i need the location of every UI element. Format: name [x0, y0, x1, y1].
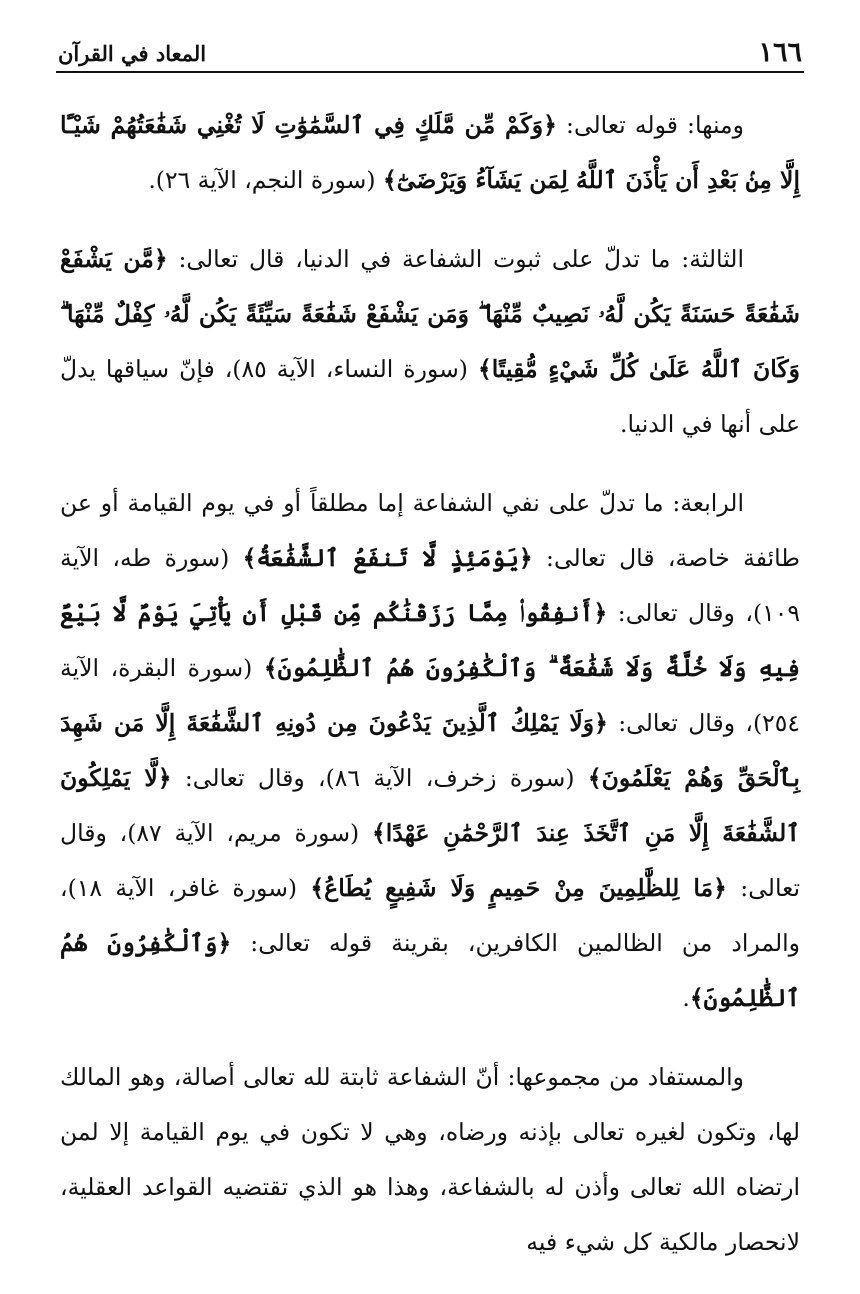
body-text: الثالثة: ما تدلّ على ثبوت الشفاعة في الدنيا، قال تعالى:: [167, 245, 744, 273]
page-header: [58, 30, 802, 68]
header-divider: [56, 71, 804, 73]
body-text: (سورة البقرة، الآية ٢٥٤)، وقال تعالى:: [60, 654, 800, 737]
quran-verse: ﴿وَكَمْ مِّن مَّلَكٍ فِي ٱلسَّمَٰوَٰتِ لَا تُغْنِي شَفَٰعَتُهُمْ شَيْـًٔا إِلَّا مِنۢ بَعْدِ أَن يَأْذَنَ ٱللَّهُ لِمَن يَشَآءُ وَيَرْضَىٰٓ﴾: [60, 111, 800, 194]
quran-verse: ﴿مَا لِلظَّٰلِمِينَ مِنْ حَمِيمٍ وَلَا شَفِيعٍ يُطَاعُ﴾: [310, 874, 727, 902]
page-number: ١٦٦: [758, 37, 802, 68]
body-text: ومنها: قوله تعالى:: [556, 111, 744, 139]
quran-verse: ﴿وَلَا يَمْلِكُ ٱلَّذِينَ يَدْعُونَ مِن دُونِهِ ٱلشَّفَٰعَةَ إِلَّا مَن شَهِدَ بِٱلْحَقِّ وَهُمْ يَعْلَمُونَ﴾: [60, 709, 800, 792]
body-text: (سورة زخرف، الآية ٨٦)، وقال تعالى:: [171, 764, 588, 792]
paragraph: [60, 98, 800, 208]
quran-verse: ﴿أَنفِقُوا۟ مِمَّا رَزَقْنَٰكُم مِّن قَبْلِ أَن يَأْتِيَ يَوْمٌ لَّا بَيْعٌ فِيهِ وَلَا خُلَّةٌ وَلَا شَفَٰعَةٌ ۗ وَٱلْكَٰفِرُونَ هُمُ ٱلظَّٰلِمُونَ﴾: [60, 599, 800, 682]
quran-verse: ﴿يَوْمَئِذٍ لَّا تَنفَعُ ٱلشَّفَٰعَةُ﴾: [242, 544, 533, 572]
body-text: (سورة غافر، الآية ١٨)، والمراد من الظالمين الكافرين، بقرينة قوله تعالى:: [60, 874, 800, 957]
body-text: (سورة النساء، الآية ٨٥)، فإنّ سياقها يدلّ على أنها في الدنيا.: [60, 355, 800, 438]
body-text: (سورة مريم، الآية ٨٧)، وقال تعالى:: [60, 819, 800, 902]
paragraph: [60, 476, 800, 1026]
body-text: والمستفاد من مجموعها: أنّ الشفاعة ثابتة لله تعالى أصالة، وهو المالك لها، وتكون لغيره تعالى بإذنه ورضاه، وهي لا تكون في يوم القيامة إلا لمن ارتضاه الله تعالى وأذن له بالشفاعة، وهذا هو الذي تقتضيه القواعد العقلية، لانحصار مالكية كل شيء فيه: [60, 1063, 800, 1256]
quran-verse: ﴿مَّن يَشْفَعْ شَفَٰعَةً حَسَنَةً يَكُن لَّهُۥ نَصِيبٌ مِّنْهَا ۖ وَمَن يَشْفَعْ شَفَٰعَةً سَيِّئَةً يَكُن لَّهُۥ كِفْلٌ مِّنْهَا ۗ وَكَانَ ٱللَّهُ عَلَىٰ كُلِّ شَيْءٍ مُّقِيتًا﴾: [60, 245, 800, 383]
body-text: الرابعة: ما تدلّ على نفي الشفاعة إما مطلقاً أو في يوم القيامة أو عن طائفة خاصة، قال تعالى:: [60, 489, 800, 572]
paragraph: [60, 1050, 800, 1270]
quran-verse: ﴿لَّا يَمْلِكُونَ ٱلشَّفَٰعَةَ إِلَّا مَنِ ٱتَّخَذَ عِندَ ٱلرَّحْمَٰنِ عَهْدًا﴾: [60, 764, 801, 847]
paragraph: [60, 232, 800, 452]
body-text: .: [682, 984, 690, 1012]
page-body: [60, 98, 800, 1294]
running-title: المعاد في القرآن: [58, 41, 207, 66]
quran-verse: ﴿وَٱلْكَٰفِرُونَ هُمُ ٱلظَّٰلِمُونَ﴾: [60, 929, 800, 1012]
body-text: (سورة النجم، الآية ٢٦).: [148, 166, 383, 194]
body-text: (سورة طه، الآية ١٠٩)، وقال تعالى:: [60, 544, 801, 627]
